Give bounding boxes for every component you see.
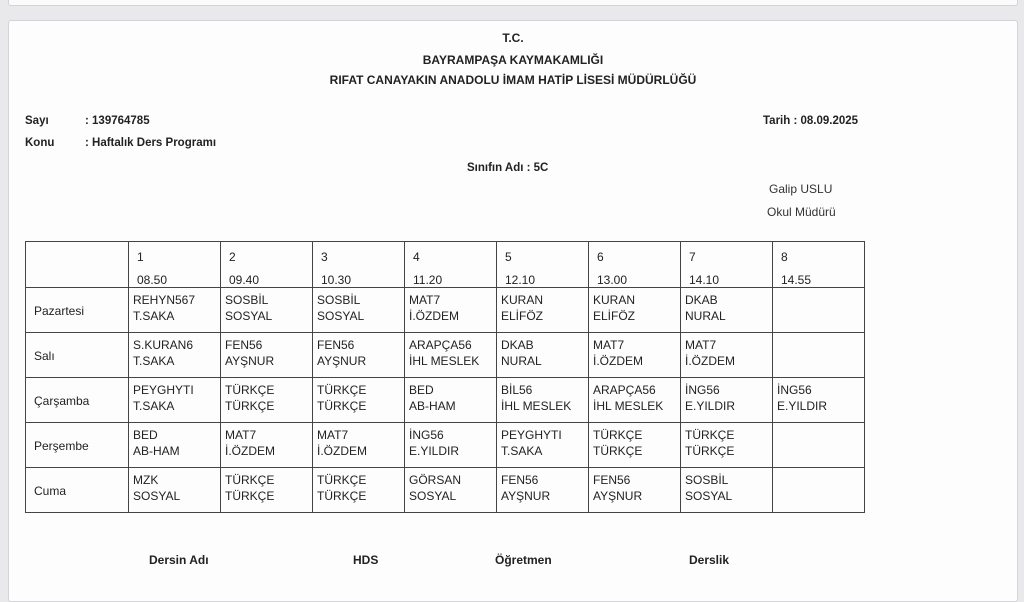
date-field: Tarih : 08.09.2025: [763, 115, 859, 127]
lesson-teacher: TÜRKÇE: [317, 399, 367, 413]
lesson-teacher: ELİFÖZ: [501, 309, 544, 323]
table-row: [26, 468, 865, 513]
lesson-cell: [405, 468, 497, 513]
lesson-code: PEYGHYTI: [133, 383, 194, 397]
lesson-teacher: T.SAKA: [501, 444, 543, 458]
konu-value: : Haftalık Ders Programı: [85, 137, 217, 149]
lesson-teacher: TÜRKÇE: [225, 399, 275, 413]
lesson-code: DKAB: [501, 338, 534, 352]
period-number: 7: [689, 250, 696, 264]
principal-title: Okul Müdürü: [767, 205, 836, 219]
period-number: 6: [597, 250, 604, 264]
lesson-teacher: T.SAKA: [133, 399, 175, 413]
lesson-cell: [405, 333, 497, 378]
lesson-cell: [681, 288, 773, 333]
lesson-teacher: İ.ÖZDEM: [409, 309, 459, 323]
lesson-code: TÜRKÇE: [225, 383, 275, 397]
footer-course-name-header: Dersin Adı: [149, 553, 209, 567]
period-header-cell: [773, 242, 865, 288]
lesson-code: SOSBİL: [685, 473, 729, 487]
lesson-cell: [405, 288, 497, 333]
lesson-code: DKAB: [685, 293, 718, 307]
lesson-cell: [497, 333, 589, 378]
lesson-cell: [313, 333, 405, 378]
lesson-cell: [129, 378, 221, 423]
day-cell: [26, 378, 129, 423]
class-name: Sınıfın Adı : 5C: [467, 162, 549, 174]
lesson-cell: [589, 333, 681, 378]
lesson-code: GÖRSAN: [409, 473, 462, 487]
lesson-cell: [497, 468, 589, 513]
lesson-code: SOSBİL: [317, 293, 361, 307]
table-row: [26, 378, 865, 423]
lesson-code: REHYN567: [133, 293, 196, 307]
konu-label: Konu: [25, 137, 55, 149]
lesson-cell: [313, 378, 405, 423]
lesson-cell: [773, 333, 865, 378]
lesson-teacher: AB-HAM: [409, 399, 456, 413]
lesson-cell: [589, 378, 681, 423]
header-line-2: BAYRAMPAŞA KAYMAKAMLIĞI: [422, 53, 604, 67]
lesson-teacher: TÜRKÇE: [593, 444, 643, 458]
day-label: Pazartesi: [34, 304, 85, 318]
lesson-teacher: AYŞNUR: [317, 354, 367, 368]
lesson-code: MAT7: [593, 338, 625, 352]
lesson-code: FEN56: [317, 338, 355, 352]
lesson-teacher: SOSYAL: [317, 309, 365, 323]
lesson-cell: [681, 423, 773, 468]
period-time: 12.10: [505, 274, 575, 288]
weekly-schedule-table: [25, 241, 865, 513]
lesson-code: ARAPÇA56: [593, 383, 656, 397]
lesson-code: MAT7: [685, 338, 717, 352]
lesson-cell: [589, 468, 681, 513]
table-row: [26, 288, 865, 333]
day-label: Salı: [34, 349, 55, 363]
lesson-code: ARAPÇA56: [409, 338, 472, 352]
day-cell: [26, 288, 129, 333]
lesson-cell: [221, 333, 313, 378]
lesson-teacher: T.SAKA: [133, 354, 175, 368]
lesson-code: İNG56: [685, 383, 720, 397]
lesson-code: PEYGHYTI: [501, 428, 562, 442]
period-time: 11.20: [413, 274, 483, 288]
day-label: Çarşamba: [34, 394, 90, 408]
lesson-cell: [497, 423, 589, 468]
lesson-cell: [129, 423, 221, 468]
table-header-row: [26, 242, 865, 288]
footer-classroom-header: Derslik: [689, 553, 730, 567]
footer-teacher-header: Öğretmen: [495, 553, 552, 567]
period-time: 09.40: [229, 274, 299, 288]
lesson-cell: [129, 288, 221, 333]
lesson-teacher: E.YILDIR: [777, 399, 828, 413]
period-header-cell: [405, 242, 497, 288]
lesson-cell: [497, 288, 589, 333]
lesson-cell: [497, 378, 589, 423]
lesson-cell: [589, 423, 681, 468]
lesson-code: SOSBİL: [225, 293, 269, 307]
period-number: 5: [505, 250, 512, 264]
period-header-cell: [129, 242, 221, 288]
lesson-code: TÜRKÇE: [317, 383, 367, 397]
table-row: [26, 333, 865, 378]
lesson-code: MAT7: [317, 428, 349, 442]
lesson-code: BED: [409, 383, 434, 397]
lesson-cell: [129, 468, 221, 513]
lesson-code: İNG56: [777, 383, 812, 397]
lesson-code: FEN56: [501, 473, 539, 487]
lesson-cell: [221, 468, 313, 513]
lesson-code: S.KURAN6: [133, 338, 194, 352]
lesson-teacher: İ.ÖZDEM: [317, 444, 367, 458]
sayi-label: Sayı: [25, 115, 49, 127]
lesson-cell: [221, 378, 313, 423]
lesson-teacher: T.SAKA: [133, 309, 175, 323]
lesson-teacher: TÜRKÇE: [685, 444, 735, 458]
lesson-teacher: İHL MESLEK: [409, 354, 480, 368]
lesson-code: FEN56: [225, 338, 263, 352]
lesson-code: KURAN: [501, 293, 544, 307]
lesson-cell: [405, 378, 497, 423]
sayi-value: : 139764785: [85, 115, 150, 127]
lesson-teacher: AB-HAM: [133, 444, 180, 458]
lesson-cell: [773, 423, 865, 468]
lesson-cell: [681, 378, 773, 423]
lesson-teacher: SOSYAL: [685, 489, 733, 503]
period-time: 08.50: [137, 274, 207, 288]
lesson-cell: [681, 333, 773, 378]
period-header-cell: [497, 242, 589, 288]
lesson-teacher: E.YILDIR: [409, 444, 460, 458]
day-cell: [26, 333, 129, 378]
lesson-teacher: İ.ÖZDEM: [225, 444, 275, 458]
day-cell: [26, 423, 129, 468]
lesson-teacher: İ.ÖZDEM: [593, 354, 643, 368]
lesson-cell: [773, 468, 865, 513]
lesson-teacher: İHL MESLEK: [593, 399, 664, 413]
header-corner-cell: [26, 242, 129, 288]
period-time: 10.30: [321, 274, 391, 288]
period-number: 1: [137, 250, 144, 264]
lesson-code: MAT7: [409, 293, 441, 307]
lesson-teacher: SOSYAL: [409, 489, 457, 503]
lesson-teacher: İ.ÖZDEM: [685, 354, 735, 368]
lesson-cell: [221, 288, 313, 333]
principal-name: Galip USLU: [769, 182, 833, 196]
lesson-code: KURAN: [593, 293, 636, 307]
lesson-code: İNG56: [409, 428, 444, 442]
day-cell: [26, 468, 129, 513]
lesson-teacher: AYŞNUR: [593, 489, 643, 503]
lesson-cell: [129, 333, 221, 378]
day-label: Cuma: [34, 484, 67, 498]
period-header-cell: [313, 242, 405, 288]
period-time: 14.55: [781, 274, 851, 288]
lesson-code: FEN56: [593, 473, 631, 487]
period-number: 2: [229, 250, 236, 264]
lesson-cell: [313, 468, 405, 513]
lesson-teacher: AYŞNUR: [501, 489, 551, 503]
period-number: 3: [321, 250, 328, 264]
lesson-code: MAT7: [225, 428, 257, 442]
day-label: Perşembe: [34, 439, 89, 453]
lesson-cell: [773, 378, 865, 423]
lesson-cell: [773, 288, 865, 333]
header-line-1: T.C.: [502, 31, 524, 45]
lesson-teacher: AYŞNUR: [225, 354, 275, 368]
previous-page-edge: [8, 0, 1018, 6]
lesson-teacher: SOSYAL: [133, 489, 181, 503]
lesson-code: MZK: [133, 473, 159, 487]
lesson-cell: [313, 423, 405, 468]
lesson-code: BED: [133, 428, 158, 442]
period-time: 14.10: [689, 274, 759, 288]
lesson-teacher: E.YILDIR: [685, 399, 736, 413]
lesson-teacher: NURAL: [501, 354, 542, 368]
period-header-cell: [681, 242, 773, 288]
period-number: 4: [413, 250, 420, 264]
period-header-cell: [221, 242, 313, 288]
table-row: [26, 423, 865, 468]
lesson-teacher: ELİFÖZ: [593, 309, 636, 323]
lesson-cell: [221, 423, 313, 468]
lesson-cell: [313, 288, 405, 333]
lesson-code: BİL56: [501, 383, 533, 397]
lesson-code: TÜRKÇE: [685, 428, 735, 442]
lesson-teacher: İHL MESLEK: [501, 399, 572, 413]
lesson-cell: [681, 468, 773, 513]
period-header-cell: [589, 242, 681, 288]
header-line-3: RIFAT CANAYAKIN ANADOLU İMAM HATİP LİSESİ MÜDÜRLÜĞÜ: [329, 73, 697, 87]
document-page: [8, 20, 1018, 602]
lesson-cell: [405, 423, 497, 468]
lesson-teacher: TÜRKÇE: [225, 489, 275, 503]
footer-hds-header: HDS: [353, 553, 379, 567]
period-time: 13.00: [597, 274, 667, 288]
lesson-teacher: TÜRKÇE: [317, 489, 367, 503]
lesson-code: TÜRKÇE: [593, 428, 643, 442]
lesson-code: TÜRKÇE: [317, 473, 367, 487]
lesson-code: TÜRKÇE: [225, 473, 275, 487]
period-number: 8: [781, 250, 788, 264]
lesson-cell: [589, 288, 681, 333]
lesson-teacher: SOSYAL: [225, 309, 273, 323]
lesson-teacher: NURAL: [685, 309, 726, 323]
